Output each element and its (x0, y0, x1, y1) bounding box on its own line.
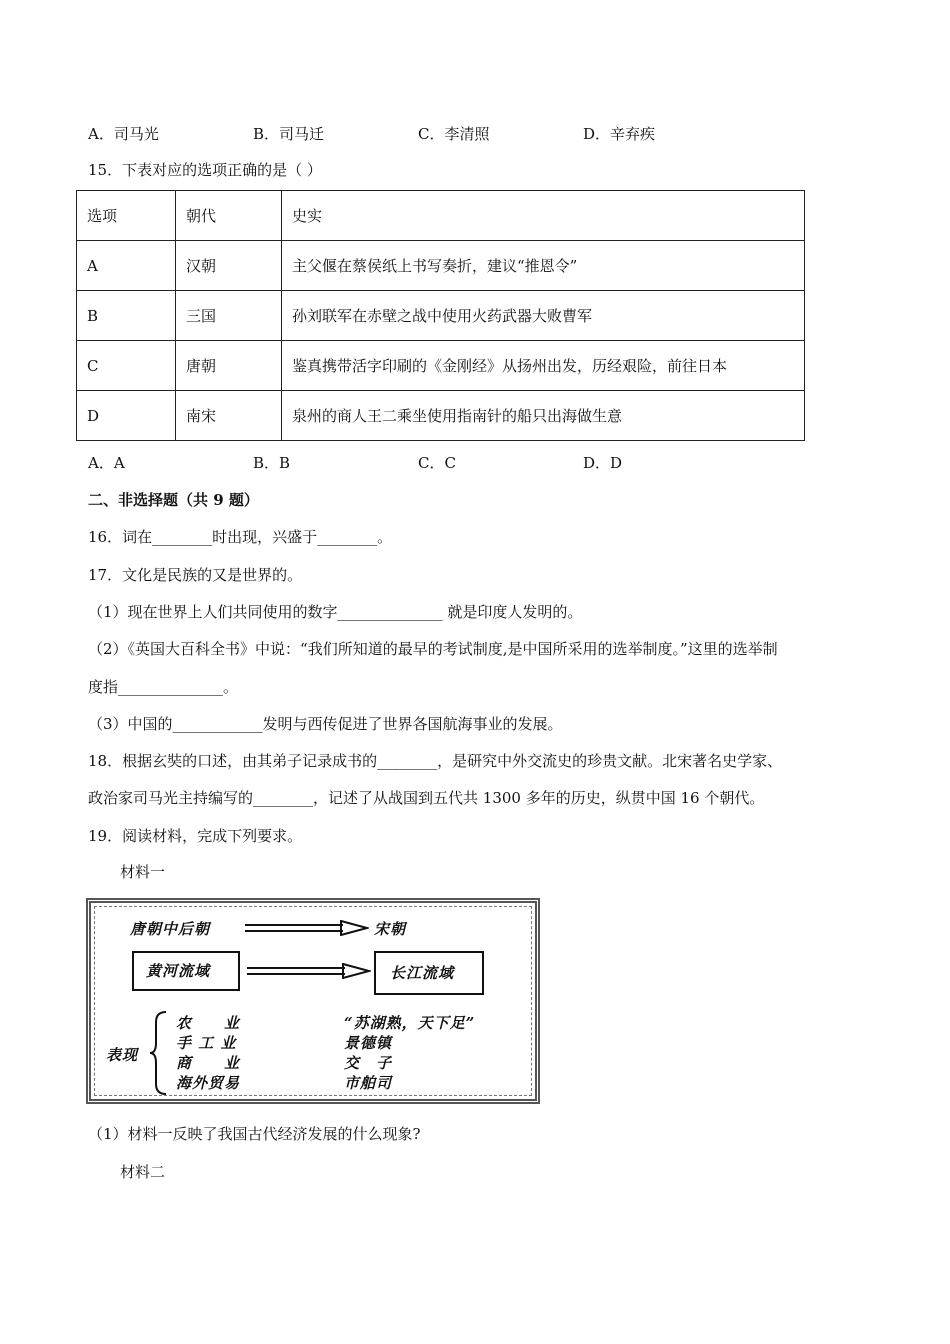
table-cell: 唐朝 (176, 341, 282, 391)
table-header-cell: 朝代 (176, 191, 282, 241)
section-title: 二、非选择题（共 9 题） (88, 491, 259, 509)
q15-option-d: D．D (583, 454, 623, 472)
q15-option-a: A．A (88, 454, 125, 472)
q15-option-b: B．B (253, 454, 291, 472)
table-cell: C (77, 341, 176, 391)
q16-text: 16．词在________时出现，兴盛于________。 (88, 528, 393, 546)
q14-option-b: B．司马迁 (253, 125, 325, 143)
category-item: 手 工 业 (176, 1034, 237, 1052)
table-cell: B (77, 291, 176, 341)
table-header-cell: 选项 (77, 191, 176, 241)
q15-option-c: C．C (418, 454, 456, 472)
table-row (77, 341, 805, 391)
diagram-to-region: 长江流域 (390, 964, 455, 982)
table-cell: D (77, 391, 176, 441)
q14-option-a: A．司马光 (88, 125, 159, 143)
q18-line1: 18．根据玄奘的口述，由其弟子记录成书的________，是研究中外交流史的珍贵文献。北宋著名史学家、 (88, 752, 783, 770)
table-cell: 南宋 (176, 391, 282, 441)
table-row (77, 291, 805, 341)
arrow-right-icon (245, 963, 371, 979)
q15-table (76, 190, 805, 441)
q15-stem: 15．下表对应的选项正确的是（ ） (88, 161, 322, 179)
example-item: 景德镇 (344, 1034, 393, 1052)
diagram-to-period: 宋朝 (374, 920, 407, 938)
category-item: 商 业 (176, 1054, 241, 1072)
category-item: 海外贸易 (176, 1074, 241, 1092)
example-item: 交 子 (344, 1054, 393, 1072)
q19-part1: （1）材料一反映了我国古代经济发展的什么现象? (88, 1125, 421, 1143)
table-cell: 汉朝 (176, 241, 282, 291)
diagram-from-region: 黄河流域 (146, 962, 211, 980)
table-cell: 泉州的商人王二乘坐使用指南针的船只出海做生意 (282, 391, 805, 441)
table-header-cell: 史实 (282, 191, 805, 241)
q17-stem: 17．文化是民族的又是世界的。 (88, 566, 303, 584)
table-row (77, 391, 805, 441)
arrow-right-icon (243, 920, 369, 936)
table-cell: 鉴真携带活字印刷的《金刚经》从扬州出发，历经艰险，前往日本 (282, 341, 805, 391)
q17-part2-line1: （2）《英国大百科全书》中说：“我们所知道的最早的考试制度,是中国所采用的选举制度。”这里的选举制 (88, 640, 778, 658)
material1-label: 材料一 (120, 863, 166, 881)
category-item: 农 业 (176, 1014, 241, 1032)
table-header-row (77, 191, 805, 241)
q19-stem: 19．阅读材料，完成下列要求。 (88, 827, 303, 845)
q17-part1: （1）现在世界上人们共同使用的数字______________ 就是印度人发明的。 (88, 603, 583, 621)
q18-line2: 政治家司马光主持编写的________，记述了从战国到五代共 1300 多年的历史，纵贯中国 16 个朝代。 (88, 789, 765, 807)
q14-option-c: C．李清照 (418, 125, 490, 143)
q17-part3: （3）中国的____________发明与西传促进了世界各国航海事业的发展。 (88, 715, 563, 733)
table-cell: 三国 (176, 291, 282, 341)
example-item: “苏湖熟，天下足” (344, 1014, 476, 1032)
q14-option-d: D．辛弃疾 (583, 125, 656, 143)
table-cell: 主父偃在蔡侯纸上书写奏折，建议“推恩令” (282, 241, 805, 291)
table-cell: 孙刘联军在赤壁之战中使用火药武器大败曹军 (282, 291, 805, 341)
table-cell: A (77, 241, 176, 291)
example-item: 市舶司 (344, 1074, 393, 1092)
brace-icon (148, 1010, 170, 1096)
table-row (77, 241, 805, 291)
material2-label: 材料二 (120, 1163, 166, 1181)
q17-part2-line2: 度指______________。 (88, 678, 239, 696)
diagram-from-period: 唐朝中后朝 (130, 920, 211, 938)
diagram-side-label: 表现 (106, 1046, 139, 1064)
